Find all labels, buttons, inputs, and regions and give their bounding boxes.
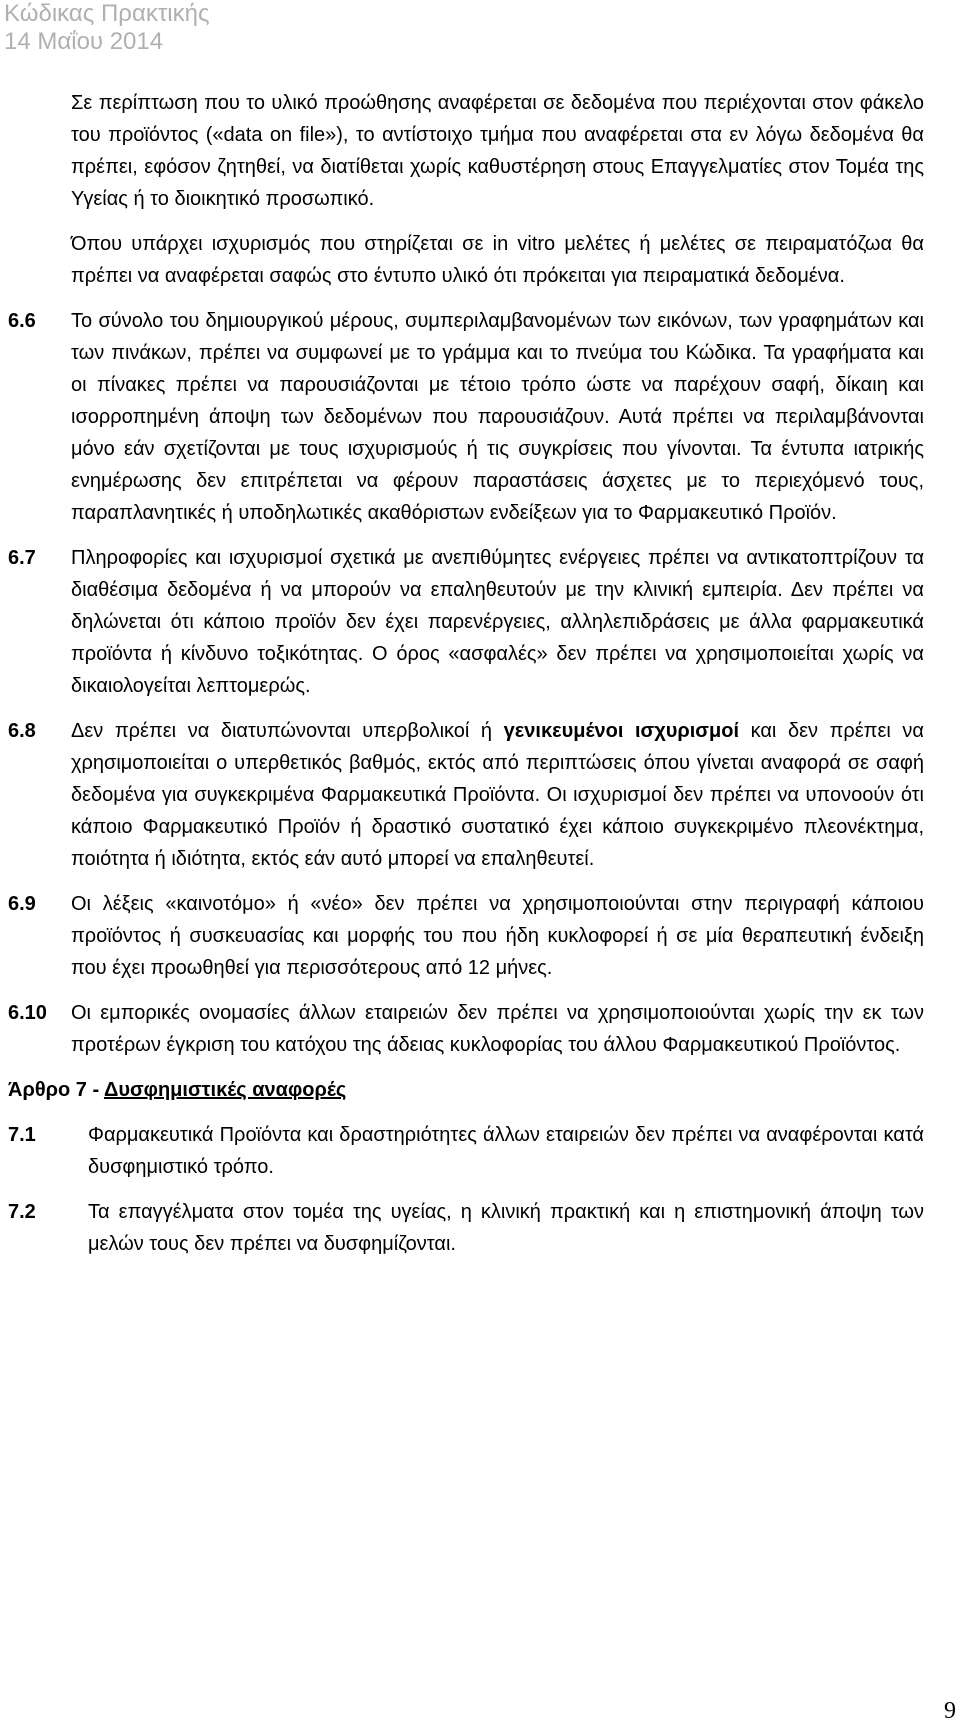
section-6-10 [8,997,924,1061]
section-text: Οι εμπορικές ονομασίες άλλων εταιρειών δεν πρέπει να χρησιμοποιούνται χωρίς την εκ των προτέρων έγκριση του κατόχου της άδειας κυκλοφορίας του άλλου Φαρμακευτικού Προϊόντος. [71,1002,924,1056]
article-prefix: Άρθρο 7 - [8,1079,104,1101]
section-text: Οι λέξεις «καινοτόμο» ή «νέο» δεν πρέπει να χρησιμοποιούνται στην περιγραφή κάποιου προϊόντος ή συσκευασίας και μορφής του που ήδη κυκλοφορεί ή σε μία θεραπευτική ένδειξη που έχει προωθηθεί για περισσότερους από 12 μήνες. [71,893,924,979]
article-7-heading [8,1074,924,1106]
section-number: 7.2 [8,1201,36,1223]
section-text-before: Δεν πρέπει να διατυπώνονται υπερβολικοί ή [71,720,504,742]
section-number: 6.10 [8,1002,47,1024]
article-title: Δυσφημιστικές αναφορές [103,1079,347,1101]
section-text: Φαρμακευτικά Προϊόντα και δραστηριότητες άλλων εταιρειών δεν πρέπει να αναφέρονται κατά δυσφημιστικό τρόπο. [88,1124,924,1178]
document-title: Κώδικας Πρακτικής [4,0,210,27]
section-text [71,720,924,870]
section-6-7 [8,542,924,702]
section-number: 7.1 [8,1124,36,1146]
section-7-2 [8,1196,924,1260]
section-text: Το σύνολο του δημιουργικού μέρους, συμπεριλαμβανομένων των εικόνων, των γραφημάτων και των πινάκων, πρέπει να συμφωνεί με το γράμμα και το πνεύμα του Κώδικα. Τα γραφήματα και οι πίνακες πρέπει να παρουσιάζονται με τέτοιο τρόπο ώστε να παρέχουν σαφή, δίκαιη και ισορροπημένη άποψη των δεδομένων που παρουσιάζουν. Αυτά πρέπει να περιλαμβάνονται μόνο εάν σχετίζονται με τους ισχυρισμούς ή τις συγκρίσεις που γίνονται. Τα έντυπα ιατρικής ενημέρωσης δεν επιτρέπεται να φέρουν παραστάσεις άσχετες με το περιεχόμενό τους, παραπλανητικές ή υποδηλωτικές ακαθόριστων ενδείξεων για το Φαρμακευτικό Προϊόν. [71,310,924,524]
document-header [4,0,210,56]
section-number: 6.9 [8,893,36,915]
section-number: 6.8 [8,720,36,742]
section-6-6 [8,305,924,529]
section-text: Πληροφορίες και ισχυρισμοί σχετικά με ανεπιθύμητες ενέργειες πρέπει να αντικατοπτρίζουν τα διαθέσιμα δεδομένα ή να μπορούν να επαληθευτούν με την κλινική εμπειρία. Δεν πρέπει να δηλώνεται ότι κάποιο προϊόν δεν έχει παρενέργειες, αλληλεπιδράσεις με άλλα φαρμακευτικά προϊόντα ή κίνδυνο τοξικότητας. Ο όρος «ασφαλές» δεν πρέπει να χρησιμοποιείται χωρίς να δικαιολογείται λεπτομερώς. [71,547,924,697]
section-text: Τα επαγγέλματα στον τομέα της υγείας, η κλινική πρακτική και η επιστημονική άποψη των μελών τους δεν πρέπει να δυσφημίζονται. [88,1201,924,1255]
section-text-bold: γενικευμένοι ισχυρισμοί [503,720,739,742]
section-6-9 [8,888,924,984]
paragraph-in-vitro: Όπου υπάρχει ισχυρισμός που στηρίζεται σε in vitro μελέτες ή μελέτες σε πειραματόζωα θα πρέπει να αναφέρεται σαφώς στο έντυπο υλικό ότι πρόκειται για πειραματικά δεδομένα. [71,233,924,287]
paragraph-data-on-file: Σε περίπτωση που το υλικό προώθησης αναφέρεται σε δεδομένα που περιέχονται στον φάκελο του προϊόντος («data on file»), το αντίστοιχο τμήμα που αναφέρεται στα εν λόγω δεδομένα θα πρέπει, εφόσον ζητηθεί, να διατίθεται χωρίς καθυστέρηση στους Επαγγελματίες στον Τομέα της Υγείας ή το διοικητικό προσωπικό. [71,92,924,210]
page-number: 9 [944,1698,956,1724]
section-7-1 [8,1119,924,1183]
document-date: 14 Μαΐου 2014 [4,28,164,55]
section-text-after: και δεν πρέπει να χρησιμοποιείται ο υπερθετικός βαθμός, εκτός από περιπτώσεις όπου γίνεται αναφορά σε σαφή δεδομένα για συγκεκριμένα Φαρμακευτικά Προϊόντα. Οι ισχυρισμοί δεν πρέπει να υπονοούν ότι κάποιο Φαρμακευτικό Προϊόν ή δραστικό συστατικό έχει κάποιο συγκεκριμένο πλεονέκτημα, ποιότητα ή ιδιότητα, εκτός εάν αυτό μπορεί να επαληθευτεί. [71,720,924,870]
document-body [8,87,924,1273]
section-6-8 [8,715,924,875]
section-number: 6.7 [8,547,36,569]
section-number: 6.6 [8,310,36,332]
